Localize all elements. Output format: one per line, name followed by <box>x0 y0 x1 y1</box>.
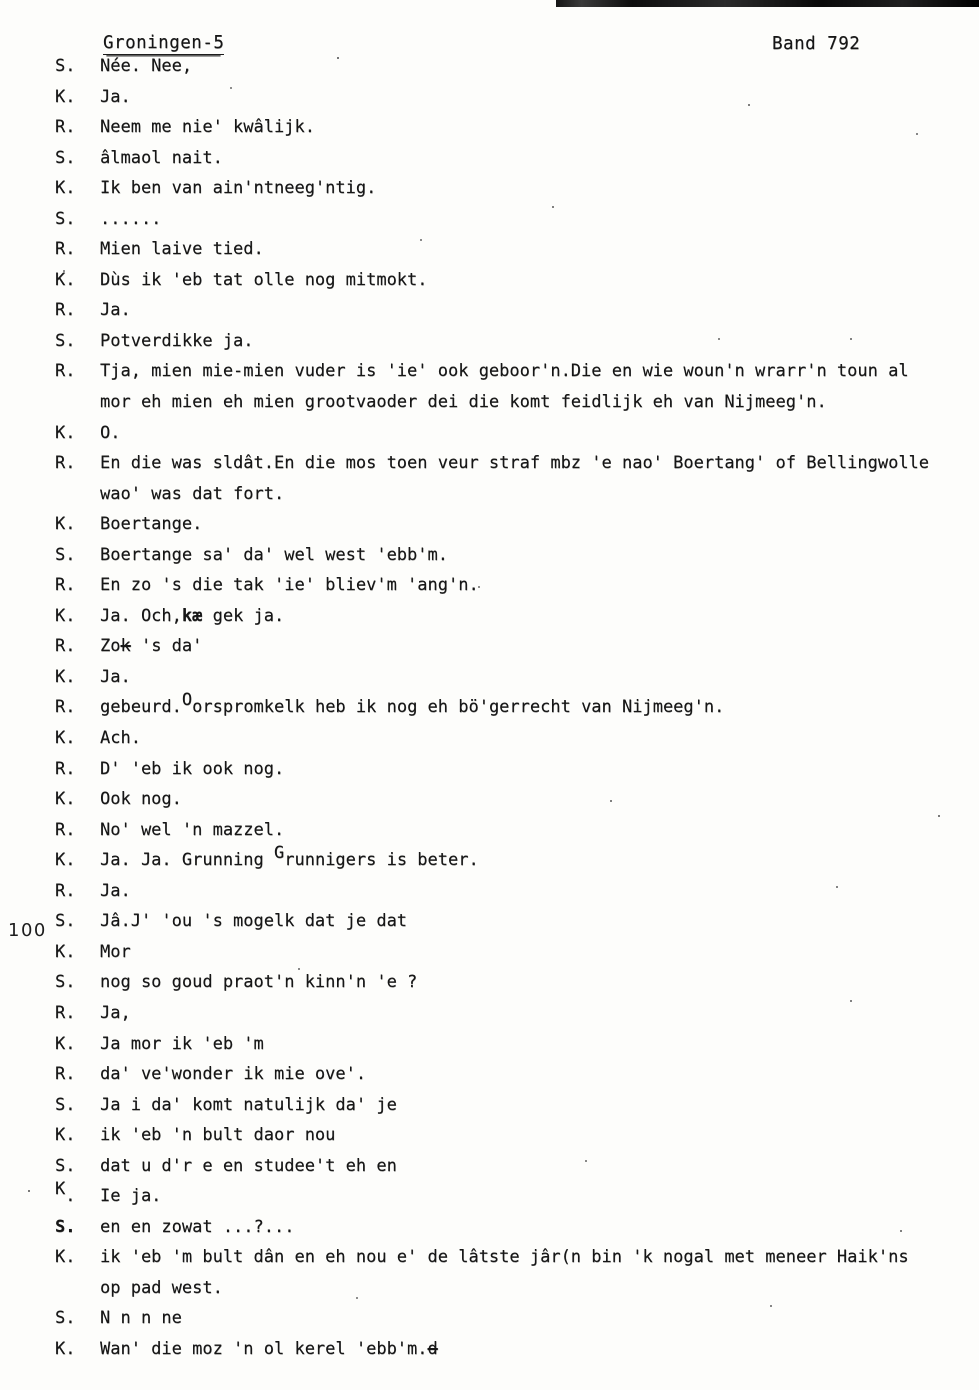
line-text: Ja. <box>100 880 131 901</box>
speaker-label: S. <box>55 56 76 76</box>
transcript-line <box>0 1156 979 1187</box>
speaker-label: S. <box>55 147 76 168</box>
transcript-line <box>0 1308 979 1339</box>
line-text: dat u d'r e en studee't eh en <box>100 1155 397 1176</box>
transcript-line <box>0 392 979 423</box>
line-text: nog so goud praot'n kinn'n 'e ? <box>100 972 418 993</box>
transcript-line <box>0 239 979 270</box>
transcript-line <box>0 728 979 759</box>
transcript-line <box>0 1247 979 1278</box>
line-text: Ook nog. <box>100 789 182 810</box>
line-text: Ik ben van ain'ntneeg'ntig. <box>100 178 377 199</box>
transcript-line <box>0 1034 979 1065</box>
line-text: Wan' die moz 'n ol kerel 'ebb'm.d <box>100 1338 438 1359</box>
line-text: Boertange. <box>100 514 203 535</box>
line-text: Ja. Ja. Grunning Grunnigers is beter. <box>100 843 479 871</box>
line-text: Mien laive tied. <box>100 239 264 260</box>
transcript-line <box>0 1064 979 1095</box>
line-text: Ja. <box>100 300 131 321</box>
line-text: Ja. Och,kæ gek ja. <box>100 605 285 626</box>
speaker-label: S. <box>55 1216 76 1237</box>
speaker-label: K. <box>55 1179 76 1207</box>
line-text: da' ve'wonder ik mie ove'. <box>100 1064 367 1085</box>
line-text: gebeurd.Oorspromkelk heb ik nog eh bö'gerrecht van Nijmeeg'n. <box>100 690 725 718</box>
speaker-label: R. <box>55 758 76 779</box>
speaker-label: R. <box>55 880 76 901</box>
transcript-line <box>0 820 979 851</box>
speaker-label: R. <box>55 1002 76 1023</box>
transcript-line <box>0 690 979 728</box>
speaker-label: S. <box>55 1155 76 1176</box>
speaker-label: K. <box>55 728 76 749</box>
speaker-label: K. <box>55 1338 76 1359</box>
line-text: Tja, mien mie-mien vuder is 'ie' ook geboor'n.Die en wie woun'n wrarr'n toun al <box>100 361 909 382</box>
speaker-label: K. <box>55 850 76 871</box>
transcript-line <box>0 148 979 179</box>
line-text: Ach. <box>100 728 141 749</box>
line-text: Ja. <box>100 86 131 107</box>
speaker-label: K. <box>55 1125 76 1146</box>
speaker-label: S. <box>55 1308 76 1329</box>
speaker-label: R. <box>55 636 76 657</box>
line-text: En zo 's die tak 'ie' bliev'm 'ang'n. <box>100 575 479 596</box>
transcript-line <box>0 87 979 118</box>
line-text: Neem me nie' kwâlijk. <box>100 117 315 138</box>
transcript-line <box>0 911 979 942</box>
speaker-label: S. <box>55 330 76 351</box>
speaker-label: K. <box>55 86 76 107</box>
speaker-label: K. <box>55 178 76 199</box>
line-text: ...... <box>100 208 162 229</box>
speaker-label: K. <box>55 941 76 962</box>
line-text: wao' was dat fort. <box>100 483 285 504</box>
line-text: O. <box>100 422 121 443</box>
line-text: Boertange sa' da' wel west 'ebb'm. <box>100 544 448 565</box>
transcript-line <box>0 209 979 240</box>
line-text: Dùs ik 'eb tat olle nog mitmokt. <box>100 269 428 290</box>
transcript-line <box>0 789 979 820</box>
speaker-label: R. <box>55 697 76 718</box>
speaker-label: K. <box>55 1247 76 1268</box>
speaker-label: R. <box>55 239 76 260</box>
speaker-label: R. <box>55 453 76 474</box>
transcript-line <box>0 300 979 331</box>
transcript-line <box>0 972 979 1003</box>
transcript-line <box>0 1095 979 1126</box>
line-text: ik 'eb 'm bult dân en eh nou e' de lâtste jâr(n bin 'k nogal met meneer Haik'ns <box>100 1247 909 1268</box>
line-text: Ie ja. <box>100 1186 162 1207</box>
speaker-label: K. <box>55 789 76 810</box>
transcript-line <box>0 331 979 362</box>
transcript-line <box>0 1179 979 1217</box>
speaker-label: R. <box>55 575 76 596</box>
transcript-line <box>0 514 979 545</box>
line-text: N n n ne <box>100 1308 182 1329</box>
speaker-label: R. <box>55 361 76 382</box>
transcript-line <box>0 759 979 790</box>
line-text: Ja mor ik 'eb 'm <box>100 1033 264 1054</box>
transcript-line <box>0 56 979 87</box>
speaker-label: K. <box>55 1033 76 1054</box>
transcript-line <box>0 636 979 667</box>
line-number-marker: 100 <box>8 920 47 941</box>
transcript-line <box>0 575 979 606</box>
line-text: Zok 's da' <box>100 636 203 657</box>
transcript-line <box>0 843 979 881</box>
speaker-label: S. <box>55 911 76 932</box>
speaker-label: S. <box>55 544 76 565</box>
speaker-label: K. <box>55 605 76 626</box>
transcript-line <box>0 453 979 484</box>
speaker-label: R. <box>55 1064 76 1085</box>
transcript-line <box>0 270 979 301</box>
speaker-label: R. <box>55 300 76 321</box>
speaker-label: K. <box>55 514 76 535</box>
speaker-label: K. <box>55 422 76 443</box>
transcript-line <box>0 667 979 698</box>
line-text: Ja i da' komt natulijk da' je <box>100 1094 397 1115</box>
line-text: Ja. <box>100 666 131 687</box>
line-text: op pad west. <box>100 1277 223 1298</box>
speaker-label: S. <box>55 208 76 229</box>
transcript-line <box>0 1217 979 1248</box>
line-text: No' wel 'n mazzel. <box>100 819 285 840</box>
page-title: Groningen-5 <box>103 33 225 53</box>
transcript-line <box>0 178 979 209</box>
line-text: âlmaol nait. <box>100 147 223 168</box>
speaker-label: S. <box>55 1094 76 1115</box>
line-text: Ja, <box>100 1002 131 1023</box>
transcript <box>0 56 979 1370</box>
speaker-label: K. <box>55 666 76 687</box>
line-text: Mor <box>100 941 131 962</box>
transcript-line <box>0 117 979 148</box>
line-text: ik 'eb 'n bult daor nou <box>100 1125 336 1146</box>
scan-artifact-bar <box>556 0 979 7</box>
line-text: Potverdikke ja. <box>100 330 254 351</box>
line-text: mor eh mien eh mien grootvaoder dei die komt feidlijk eh van Nijmeeg'n. <box>100 392 827 413</box>
transcript-line <box>0 361 979 392</box>
line-text: Jâ.J' 'ou 's mogelk dat je dat <box>100 911 408 932</box>
transcript-line <box>0 1003 979 1034</box>
speaker-label: K. <box>55 269 76 290</box>
speaker-label: S. <box>55 972 76 993</box>
transcript-line <box>0 942 979 973</box>
transcript-line <box>0 423 979 454</box>
band-label: Band 792 <box>772 34 861 54</box>
transcript-line <box>0 1339 979 1370</box>
line-text: D' 'eb ik ook nog. <box>100 758 285 779</box>
transcript-line <box>0 881 979 912</box>
speaker-label: R. <box>55 819 76 840</box>
transcript-line <box>0 606 979 637</box>
line-text: en en zowat ...?... <box>100 1216 295 1237</box>
line-text: Née. Nee, <box>100 56 193 76</box>
line-text: En die was sldât.En die mos toen veur straf mbz 'e nao' Boertang' of Bellingwolle <box>100 453 930 474</box>
transcript-line <box>0 1125 979 1156</box>
transcript-line <box>0 484 979 515</box>
transcript-line <box>0 545 979 576</box>
speaker-label: R. <box>55 117 76 138</box>
transcript-line <box>0 1278 979 1309</box>
